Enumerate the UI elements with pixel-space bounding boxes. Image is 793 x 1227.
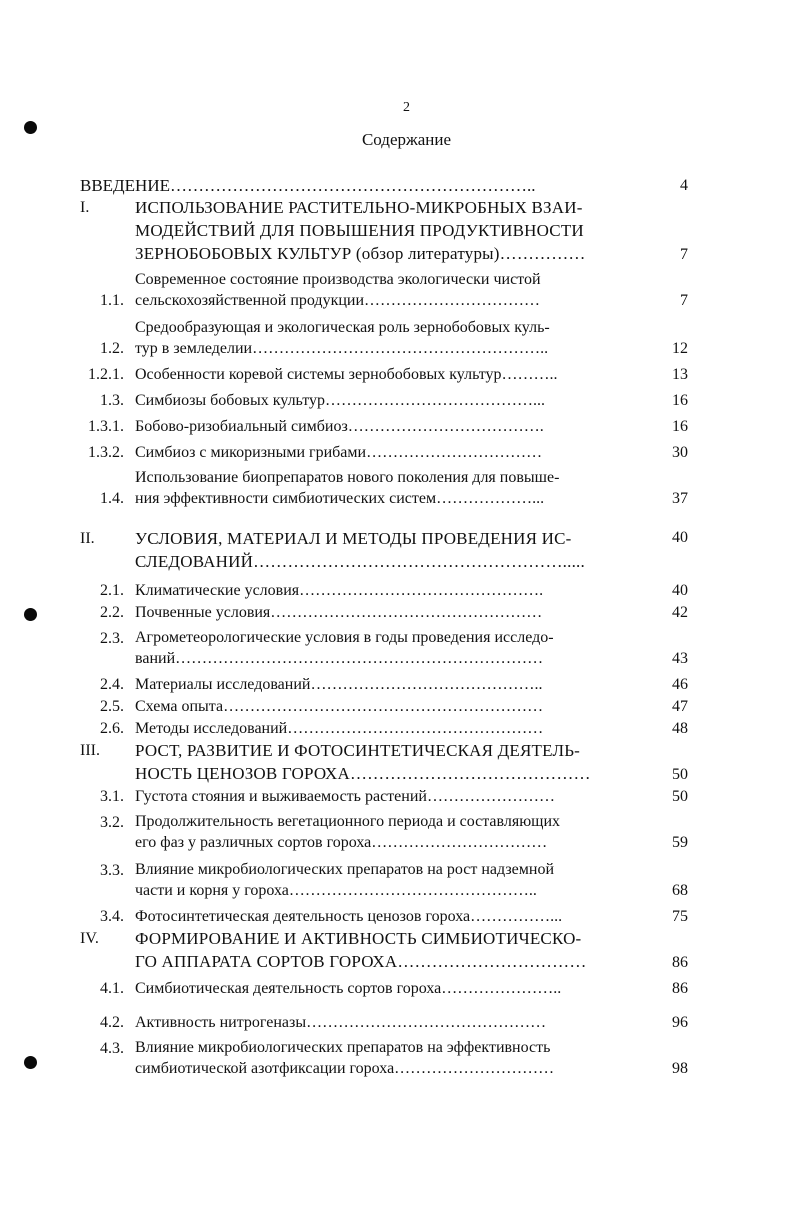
toc-entry-page: 43 (672, 650, 688, 667)
toc-entry-number: 2.3. (100, 630, 124, 647)
toc-entry-page: 50 (672, 788, 688, 805)
toc-entry-title: Схема опыта…………………………………………………… (135, 698, 544, 715)
toc-entry-title: Бобово-ризобиальный симбиоз………………………………. (135, 418, 544, 435)
toc-entry-page: 7 (680, 246, 688, 263)
toc-entry-page: 16 (672, 392, 688, 409)
toc-entry-page: 37 (672, 490, 688, 507)
toc-section-3-3[interactable] (80, 859, 688, 901)
toc-entry-title: РОСТ, РАЗВИТИЕ И ФОТОСИНТЕТИЧЕСКАЯ ДЕЯТЕЛЬ- НОСТЬ ЦЕНОЗОВ ГОРОХА…………………………………… (135, 741, 591, 783)
toc-section-1-3-2[interactable] (80, 441, 688, 463)
toc-entry-page: 42 (672, 604, 688, 621)
toc-section-3-2[interactable] (80, 811, 688, 853)
toc-entry-title: ФОРМИРОВАНИЕ И АКТИВНОСТЬ СИМБИОТИЧЕСКО- ГО АППАРАТА СОРТОВ ГОРОХА…………………………… (135, 929, 587, 971)
toc-entry-number: 3.2. (100, 814, 124, 831)
toc-entry-page: 59 (672, 834, 688, 851)
toc-entry-number: 3.4. (100, 908, 124, 925)
toc-entry-title: Симбиоз с микоризными грибами…………………………… (135, 444, 543, 461)
toc-entry-page: 48 (672, 720, 688, 737)
toc-entry-page: 40 (672, 529, 688, 546)
toc-chapter-4[interactable] (80, 927, 688, 973)
toc-entry-title: Симбиотическая деятельность сортов гороха………………….. (135, 980, 562, 997)
toc-section-2-6[interactable] (80, 717, 688, 739)
toc-entry-page: 30 (672, 444, 688, 461)
toc-entry-title: Особенности коревой системы зернобобовых культур……….. (135, 366, 558, 383)
toc-section-2-2[interactable] (80, 601, 688, 623)
punch-hole-middle (24, 608, 37, 621)
toc-entry-number: II. (80, 530, 95, 547)
toc-entry-number: 1.3. (100, 392, 124, 409)
table-of-contents (80, 175, 688, 1079)
toc-entry-number: 2.5. (100, 698, 124, 715)
toc-entry-page: 13 (672, 366, 688, 383)
toc-section-1-3[interactable] (80, 389, 688, 411)
toc-entry-page: 16 (672, 418, 688, 435)
toc-section-4-2[interactable] (80, 1011, 688, 1033)
toc-entry-title: Материалы исследований…………………………………….. (135, 676, 543, 693)
toc-chapter-3[interactable] (80, 739, 688, 785)
toc-entry-title: Фотосинтетическая деятельность ценозов гороха……………... (135, 908, 563, 925)
toc-chapter-1[interactable] (80, 196, 688, 265)
toc-entry-title: УСЛОВИЯ, МАТЕРИАЛ И МЕТОДЫ ПРОВЕДЕНИЯ ИС- СЛЕДОВАНИЙ………………………………………………..... (135, 529, 585, 571)
toc-section-1-1[interactable] (80, 269, 688, 311)
punch-hole-bottom (24, 1056, 37, 1069)
toc-entry-page: 68 (672, 882, 688, 899)
toc-section-1-4[interactable] (80, 467, 688, 509)
toc-entry-page: 40 (672, 582, 688, 599)
toc-entry-number: I. (80, 199, 90, 216)
toc-entry-number: 4.1. (100, 980, 124, 997)
toc-entry-number: 1.3.1. (88, 418, 124, 435)
toc-entry-page: 96 (672, 1014, 688, 1031)
toc-entry-page: 86 (672, 980, 688, 997)
toc-entry-number: 2.2. (100, 604, 124, 621)
toc-entry-title: Почвенные условия…………………………………………… (135, 604, 543, 621)
toc-entry-title: ВВЕДЕНИЕ……………………………………………………….. (80, 176, 536, 195)
toc-entry-page: 4 (680, 177, 688, 194)
page-title: Содержание (361, 130, 452, 149)
page-number: 2 (403, 100, 410, 115)
toc-section-3-1[interactable] (80, 785, 688, 807)
toc-entry-number: 1.2. (100, 340, 124, 357)
toc-entry-number: 1.3.2. (88, 444, 124, 461)
toc-entry-page: 12 (672, 340, 688, 357)
toc-section-4-1[interactable] (80, 977, 688, 999)
toc-entry-number: 1.1. (100, 292, 124, 309)
toc-entry-title: Активность нитрогеназы……………………………………… (135, 1014, 547, 1031)
toc-entry-title: Использование биопрепаратов нового поколения для повыше- ния эффективности симбиотических систем………………... (135, 469, 560, 507)
toc-section-3-4[interactable] (80, 905, 688, 927)
toc-entry-page: 98 (672, 1060, 688, 1077)
toc-entry-title: Агрометеорологические условия в годы проведения исследо- ваний…………………………………………………………… (135, 629, 554, 667)
toc-entry-title: Климатические условия………………………………………. (135, 582, 544, 599)
toc-section-1-3-1[interactable] (80, 415, 688, 437)
toc-entry-page: 50 (672, 766, 688, 783)
toc-entry-number: 3.3. (100, 862, 124, 879)
toc-entry-number: 4.2. (100, 1014, 124, 1031)
toc-entry-page: 46 (672, 676, 688, 693)
toc-entry-title: Методы исследований………………………………………… (135, 720, 544, 737)
toc-entry-number: 2.6. (100, 720, 124, 737)
toc-entry-title: Симбиозы бобовых культур…………………………………... (135, 392, 546, 409)
toc-entry-title: Средообразующая и экологическая роль зернобобовых куль- тур в земледелии……………………………………………….. (135, 319, 550, 357)
toc-section-2-1[interactable] (80, 579, 688, 601)
toc-section-2-4[interactable] (80, 673, 688, 695)
toc-entry-number: 3.1. (100, 788, 124, 805)
toc-entry-number: 2.4. (100, 676, 124, 693)
toc-section-2-3[interactable] (80, 627, 688, 669)
toc-entry-number: 2.1. (100, 582, 124, 599)
toc-entry-page: 86 (672, 954, 688, 971)
toc-chapter-2[interactable] (80, 527, 688, 573)
toc-entry-number: III. (80, 742, 100, 759)
toc-entry-title: Продолжительность вегетационного периода и составляющих его фаз у различных сортов гороха…………………………… (135, 813, 561, 851)
toc-entry-number: 1.4. (100, 490, 124, 507)
toc-entry-page: 47 (672, 698, 688, 715)
toc-entry-title: ИСПОЛЬЗОВАНИЕ РАСТИТЕЛЬНО-МИКРОБНЫХ ВЗАИ- МОДЕЙСТВИЙ ДЛЯ ПОВЫШЕНИЯ ПРОДУКТИВНОСТИ ЗЕРНОБОБОВЫХ КУЛЬТУР (обзор литературы)…………… (135, 198, 586, 263)
toc-entry-title: Влияние микробиологических препаратов на рост надземной части и корня у гороха……………………………………….. (135, 861, 555, 899)
toc-entry-number: 4.3. (100, 1040, 124, 1057)
toc-entry-title: Влияние микробиологических препаратов на эффективность симбиотической азотфиксации гороха………………………… (135, 1039, 555, 1077)
toc-entry-number: IV. (80, 930, 99, 947)
toc-section-1-2[interactable] (80, 317, 688, 359)
toc-entry-title: Густота стояния и выживаемость растений…………………… (135, 788, 555, 805)
toc-section-2-5[interactable] (80, 695, 688, 717)
toc-entry-page: 75 (672, 908, 688, 925)
toc-section-4-3[interactable] (80, 1037, 688, 1079)
toc-entry-number: 1.2.1. (88, 366, 124, 383)
toc-section-1-2-1[interactable] (80, 363, 688, 385)
toc-entry-introduction[interactable] (80, 175, 688, 196)
toc-entry-page: 7 (680, 292, 688, 309)
toc-entry-title: Современное состояние производства экологически чистой сельскохозяйственной продукции…………………………… (135, 271, 541, 309)
